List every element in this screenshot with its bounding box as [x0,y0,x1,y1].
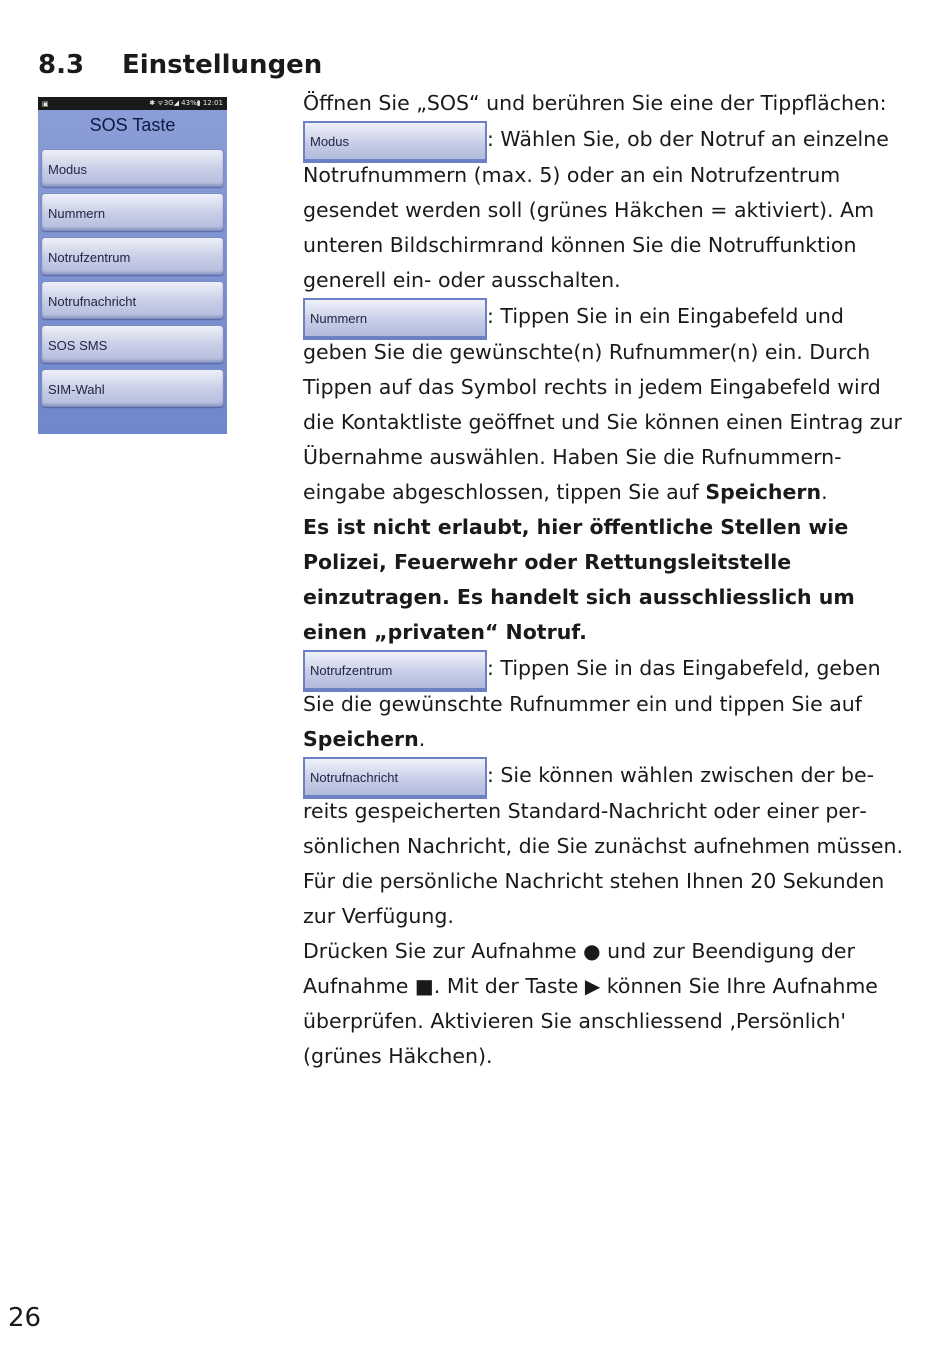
status-bar [38,97,227,110]
section-heading [38,50,322,80]
phone-screenshot [38,97,227,434]
phone-button-sim-wahl[interactable]: SIM-Wahl [41,369,224,407]
modus-button-image: Modus [303,121,487,163]
notrufzentrum-text: : Tippen Sie in das Eingabefeld, geben Sie die gewünschte Rufnummer ein und tippen Sie auf [303,656,881,716]
recording-paragraph [303,934,903,1074]
period: . [418,727,426,751]
notrufnachricht-text: : Sie können wählen zwischen der bereits gespeicherten Standard-Nachricht oder einer persönlichen Nachricht, die Sie zunächst aufnehmen müssen. Für die persönliche Nachricht stehen Ihnen 20 Sekunden zur Verfügung. [303,763,903,928]
phone-button-sos-sms[interactable]: SOS SMS [41,325,224,363]
notification-icon: ▣ [42,99,49,108]
warning-text: Es ist nicht erlaubt, hier öffentliche Stellen wie Polizei, Feuerwehr oder Rettungsleitstelle einzutragen. Es handelt sich ausschliesslich um einen „privaten“ Notruf. [303,515,855,644]
status-indicators: ✱ ᯤ3G◢ 43%▮ 12:01 [149,99,223,107]
section-number: 8.3 [38,50,85,80]
nummern-button-image: Nummern [303,298,487,340]
recording-text-d: können Sie Ihre Aufnahme überprüfen. Aktivieren Sie anschliessend ‚Persönlich' (grünes Häkchen). [303,974,878,1068]
play-icon: ▶ [584,974,601,998]
modus-paragraph [303,121,903,298]
recording-text-a: Drücken Sie zur Aufnahme [303,939,584,963]
save-keyword: Speichern [705,480,822,504]
phone-button-notrufzentrum[interactable]: Notrufzentrum [41,237,224,275]
phone-button-modus[interactable]: Modus [41,149,224,187]
stop-icon: ■ [414,974,434,998]
phone-button-nummern[interactable]: Nummern [41,193,224,231]
page-number: 26 [8,1303,42,1333]
modus-text: : Wählen Sie, ob der Notruf an einzelne Notrufnummern (max. 5) oder an ein Notrufzentrum gesendet werden soll (grünes Häkchen = aktiviert). Am unteren Bildschirmrand können Sie die Notruffunktion generell ein- oder ausschalten. [303,127,889,292]
save-keyword: Speichern [303,727,419,751]
recording-text-c: . Mit der Taste [433,974,585,998]
screen-title: SOS Taste [89,115,176,135]
section-title: Einstellungen [122,50,323,80]
nummern-text: : Tippen Sie in ein Eingabefeld und geben Sie die gewünschte(n) Rufnummer(n) ein. Durch Tippen auf das Symbol rechts in jedem Eingabefeld wird die Kontaktliste geöffnet und Sie können einen Eintrag zur Übernahme auswählen. Haben Sie die Rufnummerneingabe abgeschlossen, tippen Sie auf [303,304,902,504]
warning-paragraph [303,510,903,650]
phone-button-notrufnachricht[interactable]: Notrufnachricht [41,281,224,319]
notrufzentrum-paragraph [303,650,903,757]
notrufzentrum-button-image: Notrufzentrum [303,650,487,692]
recording-text-b: und zur Beendigung der Aufnahme [303,939,855,998]
record-icon: ● [583,939,601,963]
notrufnachricht-paragraph [303,757,903,934]
instructions-column [303,86,903,1074]
notrufnachricht-button-image: Notrufnachricht [303,757,487,799]
period: . [821,480,828,504]
nummern-paragraph [303,298,903,510]
intro-paragraph: Öffnen Sie „SOS“ und berühren Sie eine der Tippflächen: [303,91,887,115]
